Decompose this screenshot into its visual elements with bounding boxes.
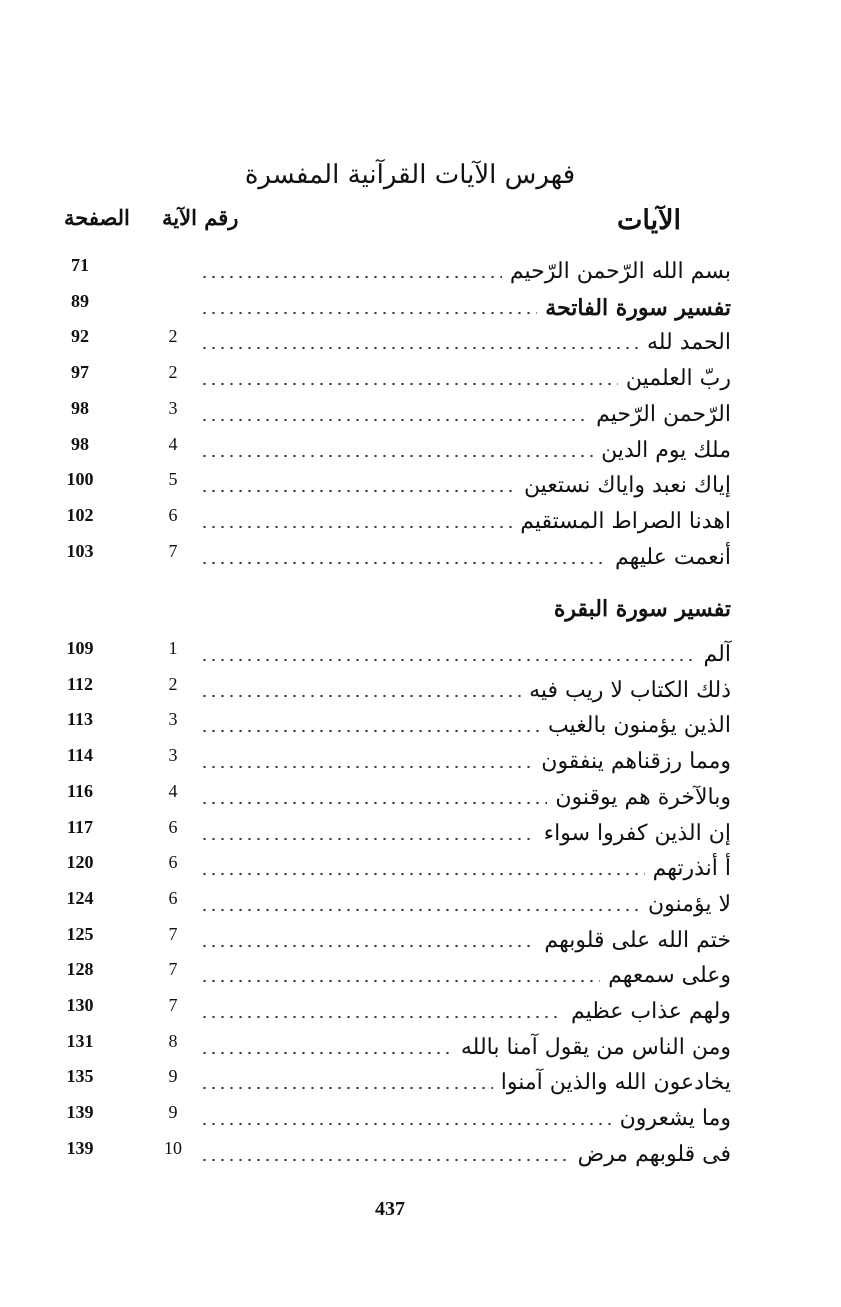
dot-leader [200, 1050, 453, 1056]
index-page-number: 97 [71, 362, 89, 383]
index-verse-number: 6 [168, 816, 178, 837]
index-page-number: 102 [66, 504, 94, 525]
dot-leader [200, 836, 536, 842]
index-verse-text: لا يؤمنون [640, 888, 731, 922]
column-header-verse-number: رقم الآية [162, 205, 239, 230]
dot-leader [200, 764, 533, 770]
index-entry [200, 434, 731, 468]
index-entry [200, 638, 731, 672]
index-entry [200, 745, 731, 779]
index-entry [200, 709, 731, 743]
index-verse-number: 2 [168, 326, 178, 347]
index-page-number: 113 [66, 709, 93, 730]
index-row [0, 709, 841, 743]
index-entry [200, 959, 731, 993]
index-entry [200, 1031, 731, 1065]
index-row [0, 362, 841, 396]
index-page-number: 98 [71, 397, 89, 418]
index-verse-text: اهدنا الصراط المستقيم [512, 505, 731, 539]
index-row [0, 924, 841, 958]
index-row [0, 781, 841, 815]
index-verse-number: 1 [168, 638, 178, 658]
index-verse-text: يخادعون الله والذين آمنوا [493, 1066, 731, 1100]
index-page-number: 117 [66, 816, 93, 837]
index-row [0, 852, 841, 886]
index-entry [200, 1138, 731, 1172]
index-page-number: 139 [66, 1137, 94, 1158]
index-page-number: 120 [66, 852, 94, 873]
index-verse-number: 3 [168, 745, 178, 766]
index-verse-number: 10 [164, 1137, 182, 1158]
index-verse-text: الحمد لله [639, 326, 731, 360]
index-verse-text: ربّ العلمين [618, 362, 731, 396]
index-verse-text: ذلك الكتاب لا ريب فيه [521, 674, 731, 708]
index-entry [200, 995, 731, 1029]
index-verse-number: 8 [168, 1030, 178, 1051]
index-verse-text: ختم الله على قلوبهم [536, 924, 731, 958]
index-row [0, 255, 841, 289]
index-verse-number: 7 [168, 995, 178, 1015]
index-verse-number: 3 [168, 709, 178, 730]
index-verse-text: وما يشعرون [612, 1102, 731, 1136]
dot-leader [200, 1157, 570, 1163]
column-header-verses: الآيات [616, 205, 681, 236]
index-page-number: 139 [66, 1102, 94, 1123]
index-verse-text: وعلى سمعهم [600, 959, 731, 993]
index-row [0, 1031, 841, 1065]
index-verse-text: أ أنذرتهم [645, 852, 731, 886]
dot-leader [200, 943, 536, 949]
index-verse-text: الرّحمن الرّحيم [588, 398, 731, 432]
index-entry [200, 326, 731, 360]
page-title: فهرس الآيات القرآنية المفسرة [244, 160, 576, 190]
index-page-number: 116 [66, 780, 93, 801]
dot-leader [200, 345, 639, 351]
index-row [0, 469, 841, 503]
index-verse-text: تفسير سورة الفاتحة [537, 291, 731, 325]
index-page-number: 112 [66, 673, 93, 694]
index-row [0, 1066, 841, 1100]
index-entry [200, 1066, 731, 1100]
dot-leader [200, 693, 521, 699]
index-row [0, 888, 841, 922]
index-verse-text: أنعمت عليهم [607, 541, 731, 575]
index-page-number: 103 [66, 540, 94, 561]
index-verse-text: ولهم عذاب عظيم [563, 995, 731, 1029]
section-heading: تفسير سورة البقرة [553, 596, 731, 622]
index-entry [200, 817, 731, 851]
index-verse-number: 3 [168, 397, 178, 418]
index-page-number: 109 [66, 638, 94, 658]
dot-leader [200, 310, 537, 316]
dot-leader [200, 1121, 612, 1127]
index-row [0, 398, 841, 432]
index-row [0, 541, 841, 575]
index-verse-number: 4 [168, 780, 178, 801]
index-row [0, 505, 841, 539]
index-entry [200, 398, 731, 432]
index-verse-number: 9 [168, 1066, 178, 1087]
index-page-number: 128 [66, 959, 94, 980]
dot-leader [200, 417, 588, 423]
index-row [0, 745, 841, 779]
page-number: 437 [375, 1198, 405, 1220]
index-verse-number: 4 [168, 433, 178, 454]
index-page-number: 100 [66, 469, 94, 490]
index-verse-number: 6 [168, 887, 178, 908]
index-entry [200, 852, 731, 886]
index-page-number: 98 [71, 433, 89, 454]
index-verse-text: ومما رزقناهم ينفقون [533, 745, 731, 779]
index-entry [200, 924, 731, 958]
index-page-number: 92 [71, 326, 89, 347]
index-verse-number: 6 [168, 852, 178, 873]
index-entry [200, 255, 731, 289]
index-row [0, 638, 841, 672]
index-row [0, 1138, 841, 1172]
index-verse-text: إن الذين كفروا سواء [536, 817, 731, 851]
dot-leader [200, 728, 540, 734]
index-verse-number: 6 [168, 504, 178, 525]
index-row [0, 326, 841, 360]
dot-leader [200, 978, 600, 984]
dot-leader [200, 274, 502, 280]
index-row [0, 959, 841, 993]
column-header-page: الصفحة [64, 205, 130, 230]
index-verse-number: 7 [168, 540, 178, 561]
index-entry [200, 781, 731, 815]
index-page-number: 124 [66, 887, 94, 908]
dot-leader [200, 488, 516, 494]
index-page-number: 125 [66, 923, 94, 944]
index-row [0, 291, 841, 325]
index-verse-number: 5 [168, 469, 178, 490]
index-verse-text: بسم الله الرّحمن الرّحيم [502, 255, 731, 289]
index-entry [200, 1102, 731, 1136]
index-verse-number: 7 [168, 959, 178, 980]
index-entry [200, 291, 731, 325]
dot-leader [200, 907, 640, 913]
index-verse-text: الذين يؤمنون بالغيب [540, 709, 731, 743]
index-verse-text: وبالآخرة هم يوقنون [547, 781, 731, 815]
index-verse-number: 2 [168, 362, 178, 383]
index-entry [200, 541, 731, 575]
index-verse-text: ومن الناس من يقول آمنا بالله [453, 1031, 731, 1065]
dot-leader [200, 1014, 563, 1020]
index-verse-text: إياك نعبد واياك نستعين [516, 469, 731, 503]
dot-leader [200, 524, 512, 530]
dot-leader [200, 560, 607, 566]
index-entry [200, 505, 731, 539]
dot-leader [200, 871, 645, 877]
index-page-number: 131 [66, 1030, 94, 1051]
index-page-number: 89 [71, 290, 89, 311]
index-verse-number: 7 [168, 923, 178, 944]
index-verse-text: ملك يوم الدين [593, 434, 731, 468]
dot-leader [200, 1085, 493, 1091]
index-page-number: 71 [71, 255, 89, 275]
dot-leader [200, 657, 696, 663]
index-verse-number: 2 [168, 673, 178, 694]
index-row [0, 995, 841, 1029]
index-entry [200, 469, 731, 503]
index-page-number: 114 [66, 745, 93, 766]
dot-leader [200, 381, 618, 387]
index-entry [200, 674, 731, 708]
index-row [0, 434, 841, 468]
index-verse-number: 9 [168, 1102, 178, 1123]
index-row [0, 674, 841, 708]
index-row [0, 817, 841, 851]
index-page-number: 135 [66, 1066, 94, 1087]
index-verse-text: آلم [696, 638, 731, 672]
index-page-number: 130 [66, 995, 94, 1015]
dot-leader [200, 453, 593, 459]
index-entry [200, 362, 731, 396]
dot-leader [200, 800, 547, 806]
index-entry [200, 888, 731, 922]
index-row [0, 1102, 841, 1136]
index-verse-text: فى قلوبهم مرض [570, 1138, 731, 1172]
